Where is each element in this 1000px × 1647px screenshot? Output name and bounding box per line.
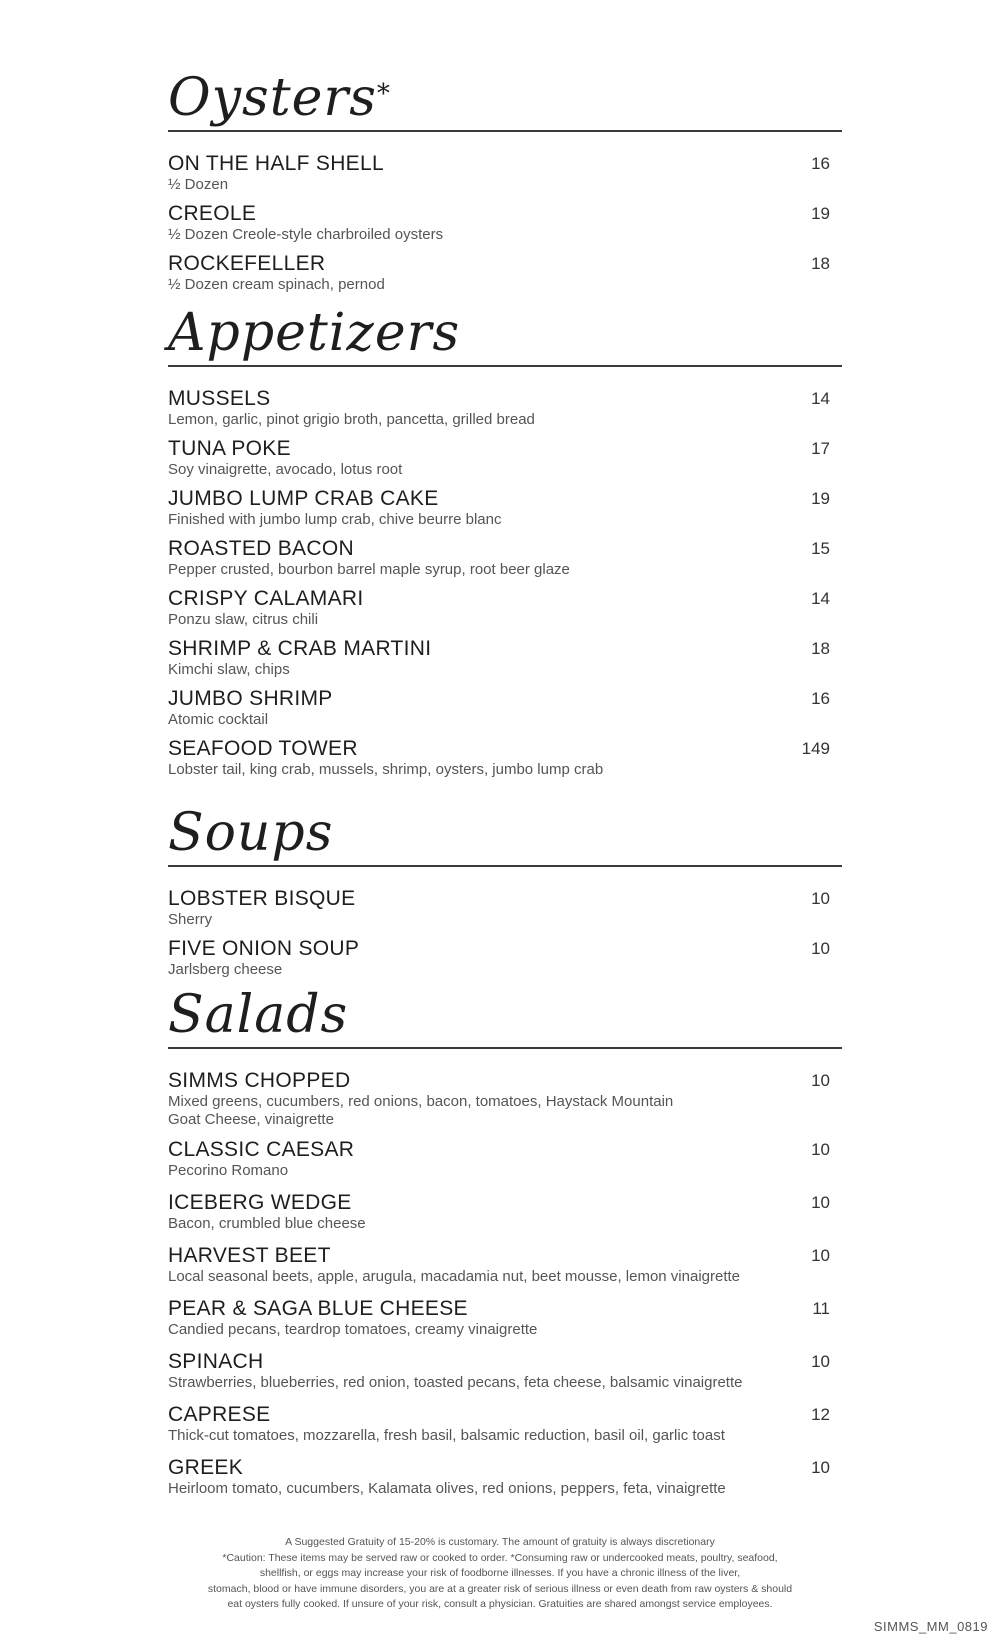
item-name: MUSSELS [168, 387, 271, 410]
item-description: Thick-cut tomatoes, mozzarella, fresh basil, balsamic reduction, basil oil, garlic toast [168, 1427, 725, 1444]
item-name: ROCKEFELLER [168, 252, 326, 275]
menu-item [168, 252, 830, 294]
item-description: Lobster tail, king crab, mussels, shrimp, oysters, jumbo lump crab [168, 761, 604, 778]
item-description: ½ Dozen [168, 176, 229, 193]
item-price: 18 [811, 254, 830, 273]
menu-item [168, 387, 830, 429]
item-name: SEAFOOD TOWER [168, 737, 358, 760]
item-name: FIVE ONION SOUP [168, 937, 360, 960]
item-price: 17 [811, 439, 830, 458]
menu-item [168, 437, 830, 479]
menu-item [168, 1350, 830, 1392]
menu-item [168, 1297, 830, 1339]
menu-item [168, 637, 830, 679]
item-name: JUMBO SHRIMP [168, 687, 333, 710]
item-name: CLASSIC CAESAR [168, 1138, 355, 1161]
menu-item [168, 737, 830, 779]
item-price: 10 [811, 1246, 830, 1265]
menu-item [168, 687, 830, 729]
item-name: SHRIMP & CRAB MARTINI [168, 637, 432, 660]
menu-item [168, 152, 830, 194]
item-name: CREOLE [168, 202, 257, 225]
appetizers-rule [168, 365, 842, 367]
item-description: Jarlsberg cheese [168, 961, 283, 978]
menu-item [168, 1138, 830, 1180]
menu-item [168, 1244, 830, 1286]
gratuity-note: A Suggested Gratuity of 15-20% is customary. The amount of gratuity is always discretionary [285, 1536, 715, 1548]
item-name: SIMMS CHOPPED [168, 1069, 351, 1092]
item-price: 10 [811, 1193, 830, 1212]
item-price: 11 [812, 1299, 830, 1318]
item-price: 10 [811, 939, 830, 958]
oysters-rule [168, 130, 842, 132]
menu-item [168, 1069, 830, 1129]
item-description: Local seasonal beets, apple, arugula, macadamia nut, beet mousse, lemon vinaigrette [168, 1268, 741, 1285]
item-name: CRISPY CALAMARI [168, 587, 364, 610]
salads-rule [168, 1047, 842, 1049]
item-description: Lemon, garlic, pinot grigio broth, pancetta, grilled bread [168, 411, 535, 428]
appetizers-heading: Appetizers [168, 303, 461, 363]
item-price: 14 [811, 389, 830, 408]
oysters-asterisk: * [376, 79, 391, 109]
item-name: GREEK [168, 1456, 244, 1479]
caution-line-3: stomach, blood or have immune disorders, you are at a greater risk of serious illness or even death from raw oysters & should [207, 1582, 793, 1595]
item-name: ROASTED BACON [168, 537, 354, 560]
item-price: 19 [811, 204, 830, 223]
oysters-heading [168, 68, 391, 128]
item-description: Bacon, crumbled blue cheese [168, 1215, 366, 1232]
item-price: 12 [811, 1405, 830, 1424]
item-price: 10 [811, 1352, 830, 1371]
item-description: Strawberries, blueberries, red onion, toasted pecans, feta cheese, balsamic vinaigrette [168, 1374, 743, 1391]
menu-item [168, 937, 830, 979]
menu-item [168, 1191, 830, 1233]
caution-line-1: *Caution: These items may be served raw or cooked to order. *Consuming raw or undercooked meats, poultry, seafood, [222, 1551, 778, 1564]
item-name: SPINACH [168, 1350, 264, 1373]
menu-item [168, 1403, 830, 1445]
menu-item [168, 202, 830, 244]
item-description: ½ Dozen cream spinach, pernod [168, 276, 385, 293]
menu-item [168, 537, 830, 579]
caution-line-4: eat oysters fully cooked. If unsure of your risk, consult a physician. Gratuities are shared amongst service employees. [227, 1598, 773, 1610]
menu-code: SIMMS_MM_0819 [873, 1619, 988, 1634]
item-price: 10 [811, 1458, 830, 1477]
item-price: 18 [811, 639, 830, 658]
soups-rule [168, 865, 842, 867]
item-name: LOBSTER BISQUE [168, 887, 356, 910]
item-name: ON THE HALF SHELL [168, 152, 384, 175]
item-price: 16 [811, 689, 830, 708]
item-description: Finished with jumbo lump crab, chive beurre blanc [168, 511, 502, 528]
item-description: Pepper crusted, bourbon barrel maple syrup, root beer glaze [168, 561, 570, 578]
menu-item [168, 1456, 830, 1498]
menu-item [168, 487, 830, 529]
item-price: 10 [811, 1140, 830, 1159]
footer-disclaimer [150, 1535, 850, 1613]
salads-heading: Salads [168, 985, 349, 1045]
menu-item [168, 887, 830, 929]
item-description: Atomic cocktail [168, 711, 269, 728]
item-price: 14 [811, 589, 830, 608]
item-description: Pecorino Romano [168, 1162, 289, 1179]
item-name: CAPRESE [168, 1403, 271, 1426]
item-price: 10 [811, 889, 830, 908]
oysters-title: Oysters [168, 68, 377, 128]
item-price: 16 [811, 154, 830, 173]
item-description: ½ Dozen Creole-style charbroiled oysters [168, 226, 444, 243]
item-description: Sherry [168, 911, 213, 928]
item-name: PEAR & SAGA BLUE CHEESE [168, 1297, 468, 1320]
soups-heading: Soups [168, 803, 334, 863]
item-price: 15 [811, 539, 830, 558]
item-name: ICEBERG WEDGE [168, 1191, 352, 1214]
item-description: Kimchi slaw, chips [168, 661, 290, 678]
item-price: 10 [811, 1071, 830, 1090]
item-description: Mixed greens, cucumbers, red onions, bacon, tomatoes, Haystack Mountain Goat Cheese, vinaigrette [168, 1093, 674, 1128]
item-description: Ponzu slaw, citrus chili [168, 611, 319, 628]
item-price: 149 [801, 739, 830, 758]
item-name: JUMBO LUMP CRAB CAKE [168, 487, 439, 510]
item-description: Heirloom tomato, cucumbers, Kalamata olives, red onions, peppers, feta, vinaigrette [168, 1480, 726, 1497]
item-price: 19 [811, 489, 830, 508]
item-description: Soy vinaigrette, avocado, lotus root [168, 461, 403, 478]
item-name: TUNA POKE [168, 437, 291, 460]
item-description: Candied pecans, teardrop tomatoes, creamy vinaigrette [168, 1321, 538, 1338]
caution-line-2: shellfish, or eggs may increase your risk of foodborne illnesses. If you have a chronic illness of the liver, [259, 1567, 741, 1579]
menu-item [168, 587, 830, 629]
item-name: HARVEST BEET [168, 1244, 331, 1267]
